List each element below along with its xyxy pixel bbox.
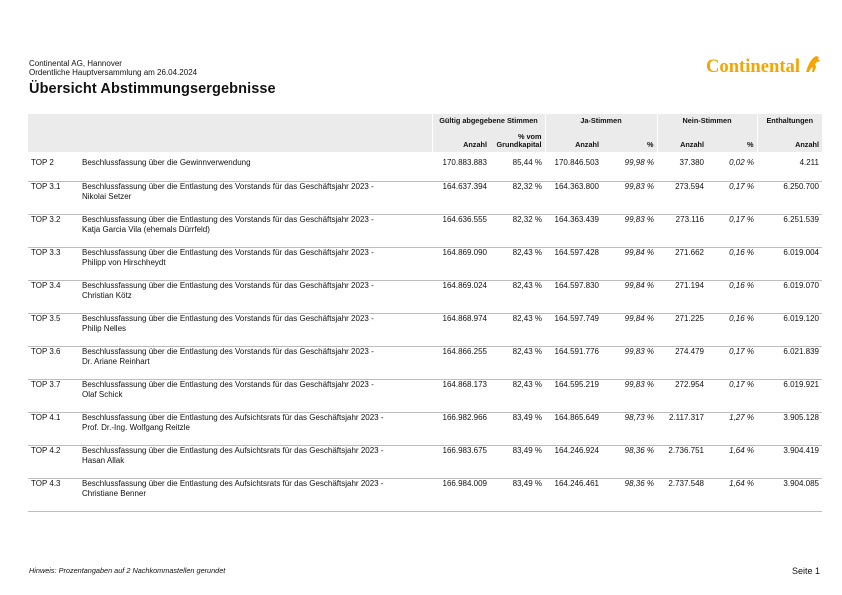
yes-votes: 164.591.776 [545, 346, 602, 379]
no-pct: 0,17 % [707, 379, 757, 412]
valid-pct: 83,49 % [490, 445, 545, 478]
resolution-description: Beschlussfassung über die Entlastung des Aufsichtsrats für das Geschäftsjahr 2023 - Christiane Benner [79, 478, 432, 511]
meeting-info: Ordentliche Hauptversammlung am 26.04.2024 [29, 68, 198, 77]
abstentions: 6.019.921 [757, 379, 822, 412]
yes-votes: 164.246.924 [545, 445, 602, 478]
agenda-item: TOP 3.1 [28, 181, 79, 214]
valid-pct: 85,44 % [490, 152, 545, 181]
no-pct: 0,16 % [707, 280, 757, 313]
yes-votes: 164.597.428 [545, 247, 602, 280]
valid-votes: 166.984.009 [432, 478, 490, 511]
valid-pct: 83,49 % [490, 412, 545, 445]
no-pct: 1,27 % [707, 412, 757, 445]
yes-votes: 164.363.439 [545, 214, 602, 247]
page-title: Übersicht Abstimmungsergebnisse [29, 81, 276, 97]
no-votes: 37.380 [657, 152, 707, 181]
subheader-blank [28, 127, 432, 152]
valid-pct: 83,49 % [490, 478, 545, 511]
no-pct: 1,64 % [707, 478, 757, 511]
yes-votes: 164.597.830 [545, 280, 602, 313]
resolution-description: Beschlussfassung über die Entlastung des Vorstands für das Geschäftsjahr 2023 - Philipp von Hirschheydt [79, 247, 432, 280]
header-abstentions: Enthaltungen [757, 114, 822, 127]
valid-votes: 164.866.255 [432, 346, 490, 379]
no-votes: 272.954 [657, 379, 707, 412]
valid-votes: 164.637.394 [432, 181, 490, 214]
resolution-description: Beschlussfassung über die Entlastung des Aufsichtsrats für das Geschäftsjahr 2023 - Prof. Dr.-Ing. Wolfgang Reitzle [79, 412, 432, 445]
table-row [28, 379, 822, 412]
no-votes: 274.479 [657, 346, 707, 379]
agenda-item: TOP 3.2 [28, 214, 79, 247]
page-number: Seite 1 [791, 566, 820, 576]
abstentions: 6.019.004 [757, 247, 822, 280]
yes-pct: 99,84 % [602, 280, 657, 313]
valid-votes: 164.636.555 [432, 214, 490, 247]
subheader-yes-count: Anzahl [545, 127, 602, 152]
valid-pct: 82,32 % [490, 181, 545, 214]
resolution-description: Beschlussfassung über die Entlastung des Vorstands für das Geschäftsjahr 2023 - Nikolai Setzer [79, 181, 432, 214]
resolution-description: Beschlussfassung über die Entlastung des Aufsichtsrats für das Geschäftsjahr 2023 - Hasan Allak [79, 445, 432, 478]
horse-icon [806, 56, 820, 72]
no-pct: 0,17 % [707, 346, 757, 379]
yes-votes: 164.865.649 [545, 412, 602, 445]
resolution-description: Beschlussfassung über die Entlastung des Vorstands für das Geschäftsjahr 2023 - Katja Garcia Vila (ehemals Dürrfeld) [79, 214, 432, 247]
no-pct: 0,17 % [707, 214, 757, 247]
subheader-valid-pct: % vom Grundkapital [490, 127, 545, 152]
no-votes: 2.117.317 [657, 412, 707, 445]
no-votes: 271.194 [657, 280, 707, 313]
no-pct: 0,02 % [707, 152, 757, 181]
yes-pct: 99,98 % [602, 152, 657, 181]
agenda-item: TOP 4.3 [28, 478, 79, 511]
abstentions: 6.021.839 [757, 346, 822, 379]
valid-votes: 164.869.090 [432, 247, 490, 280]
table-row [28, 280, 822, 313]
resolution-description: Beschlussfassung über die Entlastung des Vorstands für das Geschäftsjahr 2023 - Christian Kötz [79, 280, 432, 313]
agenda-item: TOP 4.1 [28, 412, 79, 445]
yes-pct: 99,83 % [602, 181, 657, 214]
header-valid-votes: Gültig abgegebene Stimmen [432, 114, 545, 127]
agenda-item: TOP 3.7 [28, 379, 79, 412]
valid-votes: 166.983.675 [432, 445, 490, 478]
yes-pct: 98,36 % [602, 478, 657, 511]
yes-pct: 98,73 % [602, 412, 657, 445]
subheader-yes-pct: % [602, 127, 657, 152]
agenda-item: TOP 2 [28, 152, 79, 181]
resolution-description: Beschlussfassung über die Entlastung des Vorstands für das Geschäftsjahr 2023 - Olaf Schick [79, 379, 432, 412]
no-pct: 0,17 % [707, 181, 757, 214]
yes-pct: 99,84 % [602, 313, 657, 346]
table-row [28, 152, 822, 181]
valid-pct: 82,43 % [490, 247, 545, 280]
no-votes: 273.594 [657, 181, 707, 214]
no-votes: 2.737.548 [657, 478, 707, 511]
yes-pct: 99,83 % [602, 346, 657, 379]
table-row [28, 247, 822, 280]
yes-votes: 170.846.503 [545, 152, 602, 181]
rounding-note: Hinweis: Prozentangaben auf 2 Nachkommastellen gerundet [29, 566, 226, 575]
abstentions: 3.904.419 [757, 445, 822, 478]
header-yes-votes: Ja-Stimmen [545, 114, 657, 127]
no-pct: 0,16 % [707, 313, 757, 346]
agenda-item: TOP 4.2 [28, 445, 79, 478]
no-votes: 271.225 [657, 313, 707, 346]
yes-pct: 98,36 % [602, 445, 657, 478]
company-name: Continental AG, Hannover [29, 59, 122, 68]
valid-votes: 170.883.883 [432, 152, 490, 181]
resolution-description: Beschlussfassung über die Gewinnverwendung [79, 152, 432, 181]
table-row [28, 181, 822, 214]
table-row [28, 412, 822, 445]
valid-votes: 164.869.024 [432, 280, 490, 313]
header-blank [28, 114, 432, 127]
table-row [28, 214, 822, 247]
no-pct: 0,16 % [707, 247, 757, 280]
table-row [28, 445, 822, 478]
valid-pct: 82,43 % [490, 346, 545, 379]
abstentions: 6.250.700 [757, 181, 822, 214]
yes-votes: 164.595.219 [545, 379, 602, 412]
agenda-item: TOP 3.6 [28, 346, 79, 379]
yes-votes: 164.363.800 [545, 181, 602, 214]
subheader-no-count: Anzahl [657, 127, 707, 152]
table-row [28, 313, 822, 346]
agenda-item: TOP 3.4 [28, 280, 79, 313]
table-row [28, 478, 822, 511]
valid-votes: 164.868.974 [432, 313, 490, 346]
header-no-votes: Nein-Stimmen [657, 114, 757, 127]
subheader-valid-count: Anzahl [432, 127, 490, 152]
no-votes: 2.736.751 [657, 445, 707, 478]
abstentions: 6.251.539 [757, 214, 822, 247]
no-votes: 271.662 [657, 247, 707, 280]
valid-pct: 82,43 % [490, 313, 545, 346]
yes-pct: 99,83 % [602, 214, 657, 247]
valid-pct: 82,43 % [490, 379, 545, 412]
valid-votes: 166.982.966 [432, 412, 490, 445]
agenda-item: TOP 3.3 [28, 247, 79, 280]
no-votes: 273.116 [657, 214, 707, 247]
abstentions: 6.019.120 [757, 313, 822, 346]
yes-votes: 164.597.749 [545, 313, 602, 346]
continental-logo [706, 53, 822, 77]
subheader-no-pct: % [707, 127, 757, 152]
abstentions: 4.211 [757, 152, 822, 181]
yes-pct: 99,83 % [602, 379, 657, 412]
yes-votes: 164.246.461 [545, 478, 602, 511]
yes-pct: 99,84 % [602, 247, 657, 280]
abstentions: 3.905.128 [757, 412, 822, 445]
voting-results-table [28, 114, 822, 512]
subheader-abstain-count: Anzahl [757, 127, 822, 152]
abstentions: 3.904.085 [757, 478, 822, 511]
resolution-description: Beschlussfassung über die Entlastung des Vorstands für das Geschäftsjahr 2023 - Dr. Ariane Reinhart [79, 346, 432, 379]
no-pct: 1,64 % [707, 445, 757, 478]
abstentions: 6.019.070 [757, 280, 822, 313]
svg-text:Continental: Continental [706, 56, 800, 77]
valid-pct: 82,32 % [490, 214, 545, 247]
agenda-item: TOP 3.5 [28, 313, 79, 346]
resolution-description: Beschlussfassung über die Entlastung des Vorstands für das Geschäftsjahr 2023 - Philip Nelles [79, 313, 432, 346]
valid-pct: 82,43 % [490, 280, 545, 313]
table-row [28, 346, 822, 379]
valid-votes: 164.868.173 [432, 379, 490, 412]
